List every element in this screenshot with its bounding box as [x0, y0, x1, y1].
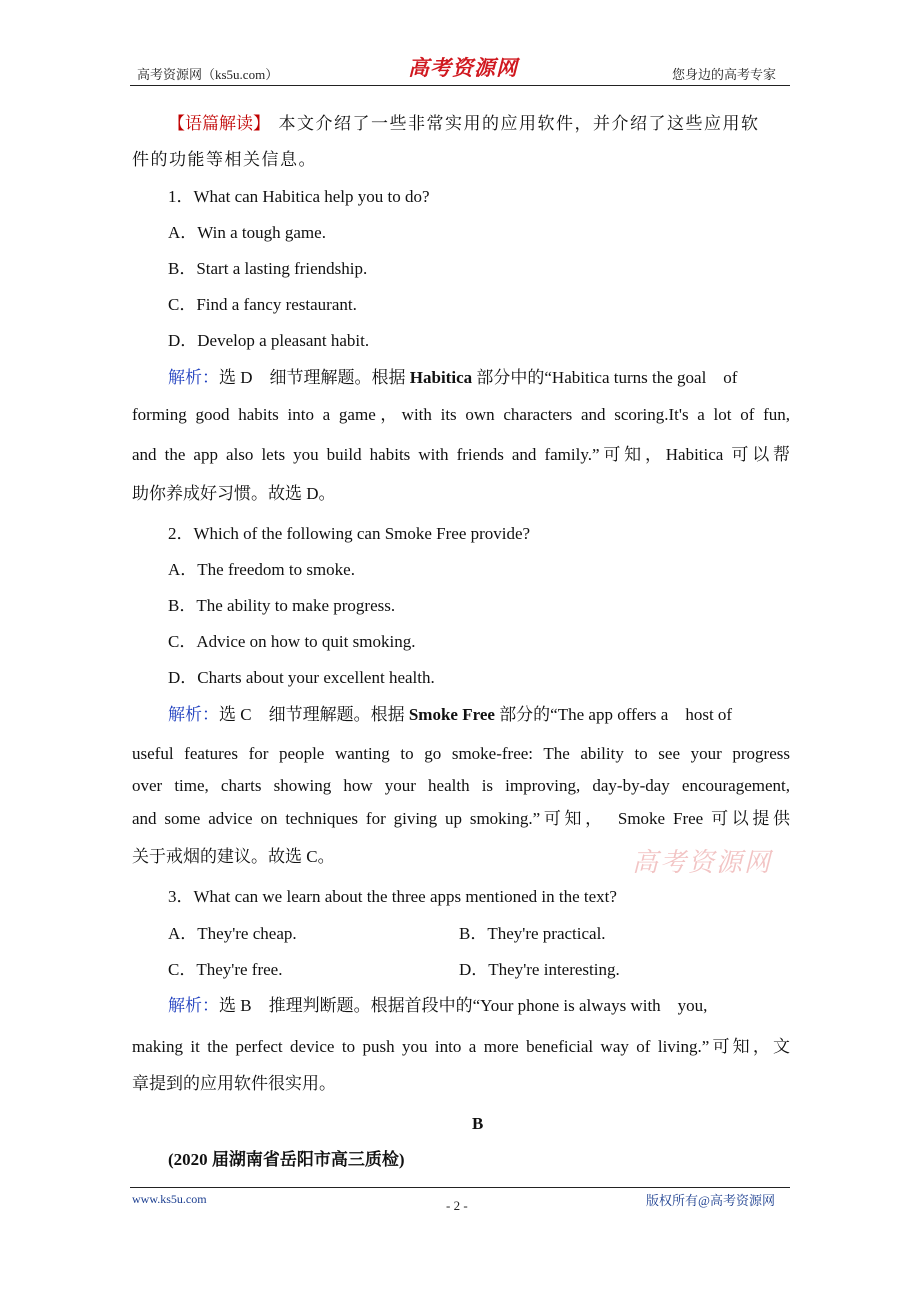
q2-analysis-text: 选 C 细节理解题。根据	[219, 705, 409, 724]
q3-analysis-line-1	[168, 995, 707, 1017]
header-logo: 高考资源网	[408, 56, 518, 80]
section-heading: B	[472, 1114, 484, 1133]
footer-divider	[130, 1187, 790, 1188]
q1-analysis-quote: 部分中的“Habitica turns the goal of	[472, 368, 738, 387]
q2-analysis-line-5: 关于戒烟的建议。故选 C。	[132, 847, 335, 866]
q1-analysis-line-2: forming good habits into a game，with its own characters and scoring.It's a lot of fun,	[132, 405, 790, 424]
passage-intro-line-2: 件的功能等相关信息。	[132, 150, 317, 169]
q3-analysis-line-2: making it the perfect device to push you into a more beneficial way of living.”可知，文	[132, 1037, 790, 1056]
passage-intro-text: 本文介绍了一些非常实用的应用软件，并介绍了这些应用软	[278, 114, 760, 133]
q1-option-c: C．Find a fancy restaurant.	[168, 295, 357, 314]
q1-analysis-keyword: Habitica	[409, 368, 473, 387]
q2-analysis-line-4: and some advice on techniques for giving up smoking.”可知， Smoke Free 可以提供	[132, 809, 790, 828]
q2-analysis-quote: 部分的“The app offers a host of	[494, 705, 733, 724]
section-source: (2020 届湖南省岳阳市高三质检)	[168, 1150, 405, 1169]
footer-site-link[interactable]: www.ks5u.com	[132, 1192, 207, 1206]
q1-option-d: D．Develop a pleasant habit.	[168, 331, 370, 350]
q3-analysis-label: 解析：	[168, 996, 219, 1015]
q1-stem: 1．What can Habitica help you to do?	[168, 187, 430, 206]
passage-intro-line-1	[168, 113, 760, 135]
q1-option-a: A．Win a tough game.	[168, 223, 326, 242]
q2-option-a: A．The freedom to smoke.	[168, 560, 355, 579]
q2-analysis-line-2: useful features for people wanting to go smoke-free: The ability to see your progress	[132, 744, 790, 763]
q1-analysis-line-4: 助你养成好习惯。故选 D。	[132, 484, 336, 503]
q2-option-b: B．The ability to make progress.	[168, 596, 396, 615]
q3-option-c: C．They're free.	[168, 960, 283, 979]
q2-analysis-label: 解析：	[168, 705, 219, 724]
header-site-name: 高考资源网（ks5u.com）	[137, 67, 279, 82]
page-number: - 2 -	[446, 1198, 468, 1213]
watermark-logo: 高考资源网	[632, 848, 773, 877]
q2-analysis-keyword: Smoke Free	[408, 705, 495, 724]
q3-analysis-text: 选 B 推理判断题。根据首段中的“Your phone is always with you,	[219, 996, 708, 1015]
q2-analysis-line-3: over time, charts showing how your health is improving, day-by-day encouragement,	[132, 776, 790, 795]
q1-analysis-line-1	[168, 367, 737, 389]
q3-stem: 3．What can we learn about the three apps mentioned in the text?	[168, 887, 617, 906]
q2-option-c: C．Advice on how to quit smoking.	[168, 632, 416, 651]
q3-option-b: B．They're practical.	[459, 924, 606, 943]
passage-intro-tag: 【语篇解读】	[168, 114, 262, 133]
q1-option-b: B．Start a lasting friendship.	[168, 259, 368, 278]
header-slogan: 您身边的高考专家	[672, 67, 777, 82]
q3-option-d: D．They're interesting.	[459, 960, 620, 979]
q2-analysis-line-1	[168, 704, 732, 726]
q2-option-d: D．Charts about your excellent health.	[168, 668, 435, 687]
q2-stem: 2．Which of the following can Smoke Free provide?	[168, 524, 531, 543]
header-divider	[130, 85, 790, 86]
q3-option-a: A．They're cheap.	[168, 924, 297, 943]
q3-analysis-line-3: 章提到的应用软件很实用。	[132, 1074, 336, 1093]
q1-analysis-label: 解析：	[168, 368, 219, 387]
q1-analysis-line-3: and the app also lets you build habits with friends and family.”可知，Habitica 可以帮	[132, 445, 790, 464]
q1-analysis-text: 选 D 细节理解题。根据	[219, 368, 410, 387]
footer-copyright: 版权所有@高考资源网	[646, 1193, 775, 1208]
